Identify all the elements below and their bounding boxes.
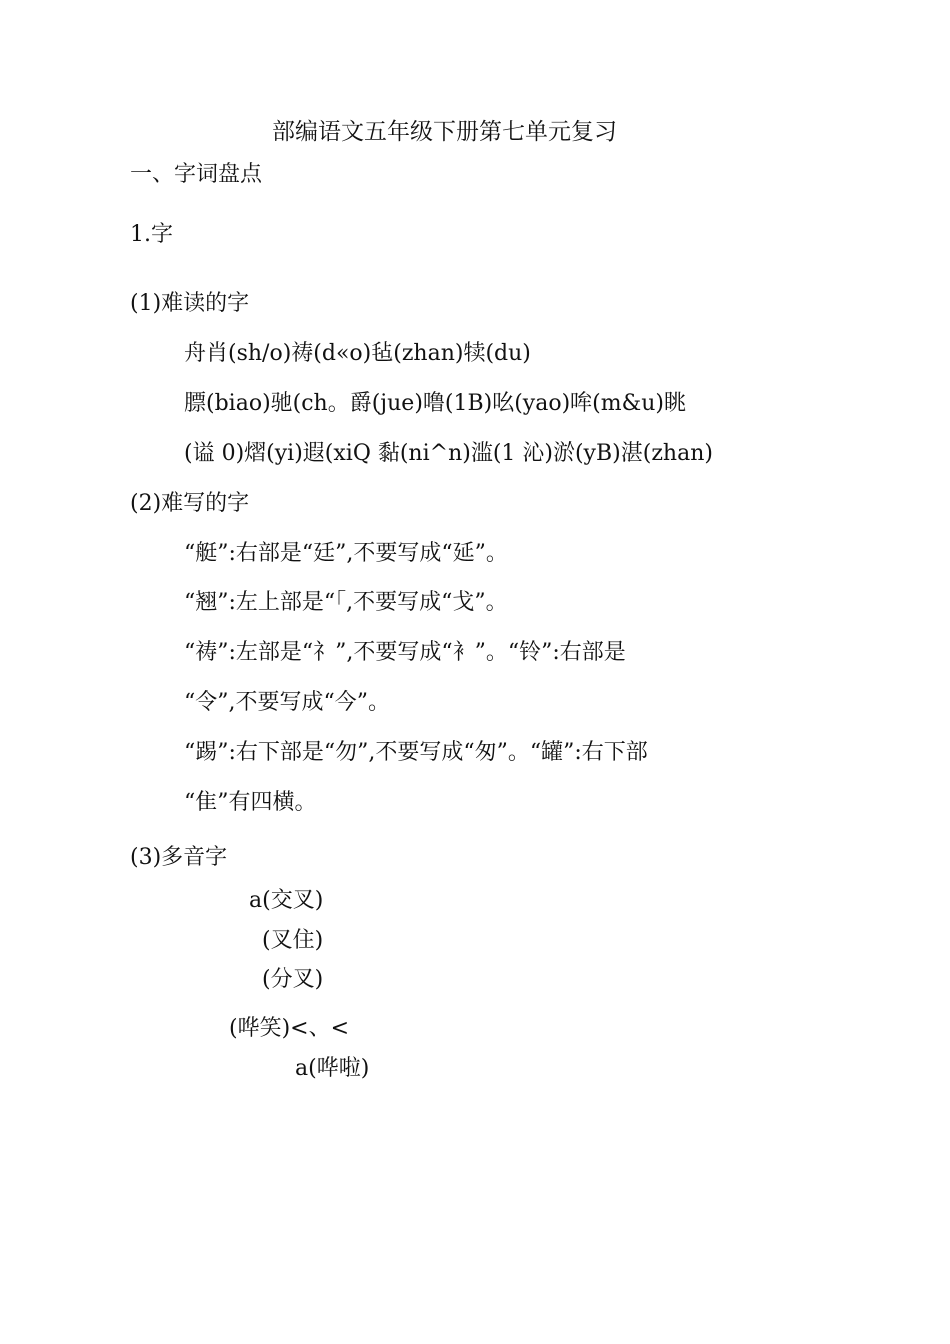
pinyin-line-1: 舟肖(sh/o)祷(d«o)毡(zhan)犊(du) xyxy=(184,341,531,366)
pinyin-line-2: 膘(biao)驰(ch。爵(jue)噜(1B)吆(yao)哞(m&u)眺 xyxy=(184,391,686,416)
writing-note-6: “隹”有四横。 xyxy=(184,790,317,815)
writing-note-3: “祷”:左部是“礻”,不要写成“衤”。“铃”:右部是 xyxy=(184,640,626,665)
subsection-heading: 1.字 xyxy=(130,222,173,247)
writing-note-4: “令”,不要写成“今”。 xyxy=(184,690,390,715)
part1-heading: (1)难读的字 xyxy=(130,291,250,316)
writing-note-2: “翘”:左上部是“「,不要写成“戈”。 xyxy=(184,590,508,615)
pinyin-line-3: (谥 0)熠(yi)遐(xiQ 黏(ni^n)滥(1 沁)淤(yB)湛(zhan) xyxy=(184,441,713,466)
part2-heading: (2)难写的字 xyxy=(130,491,250,516)
part3-heading: (3)多音字 xyxy=(130,845,228,870)
polyphone-item-1: a(交叉) xyxy=(249,888,324,913)
polyphone-item-3: (分叉) xyxy=(262,967,324,992)
writing-note-1: “艇”:右部是“廷”,不要写成“延”。 xyxy=(184,541,508,566)
writing-note-5: “踢”:右下部是“勿”,不要写成“匆”。“罐”:右下部 xyxy=(184,740,648,765)
polyphone-item-4: (哗笑)<、< xyxy=(229,1016,350,1041)
polyphone-item-5: a(哗啦) xyxy=(295,1056,370,1081)
polyphone-item-2: (叉住) xyxy=(262,928,324,953)
page-title: 部编语文五年级下册第七单元复习 xyxy=(272,119,617,145)
section-heading: 一、字词盘点 xyxy=(130,162,263,187)
